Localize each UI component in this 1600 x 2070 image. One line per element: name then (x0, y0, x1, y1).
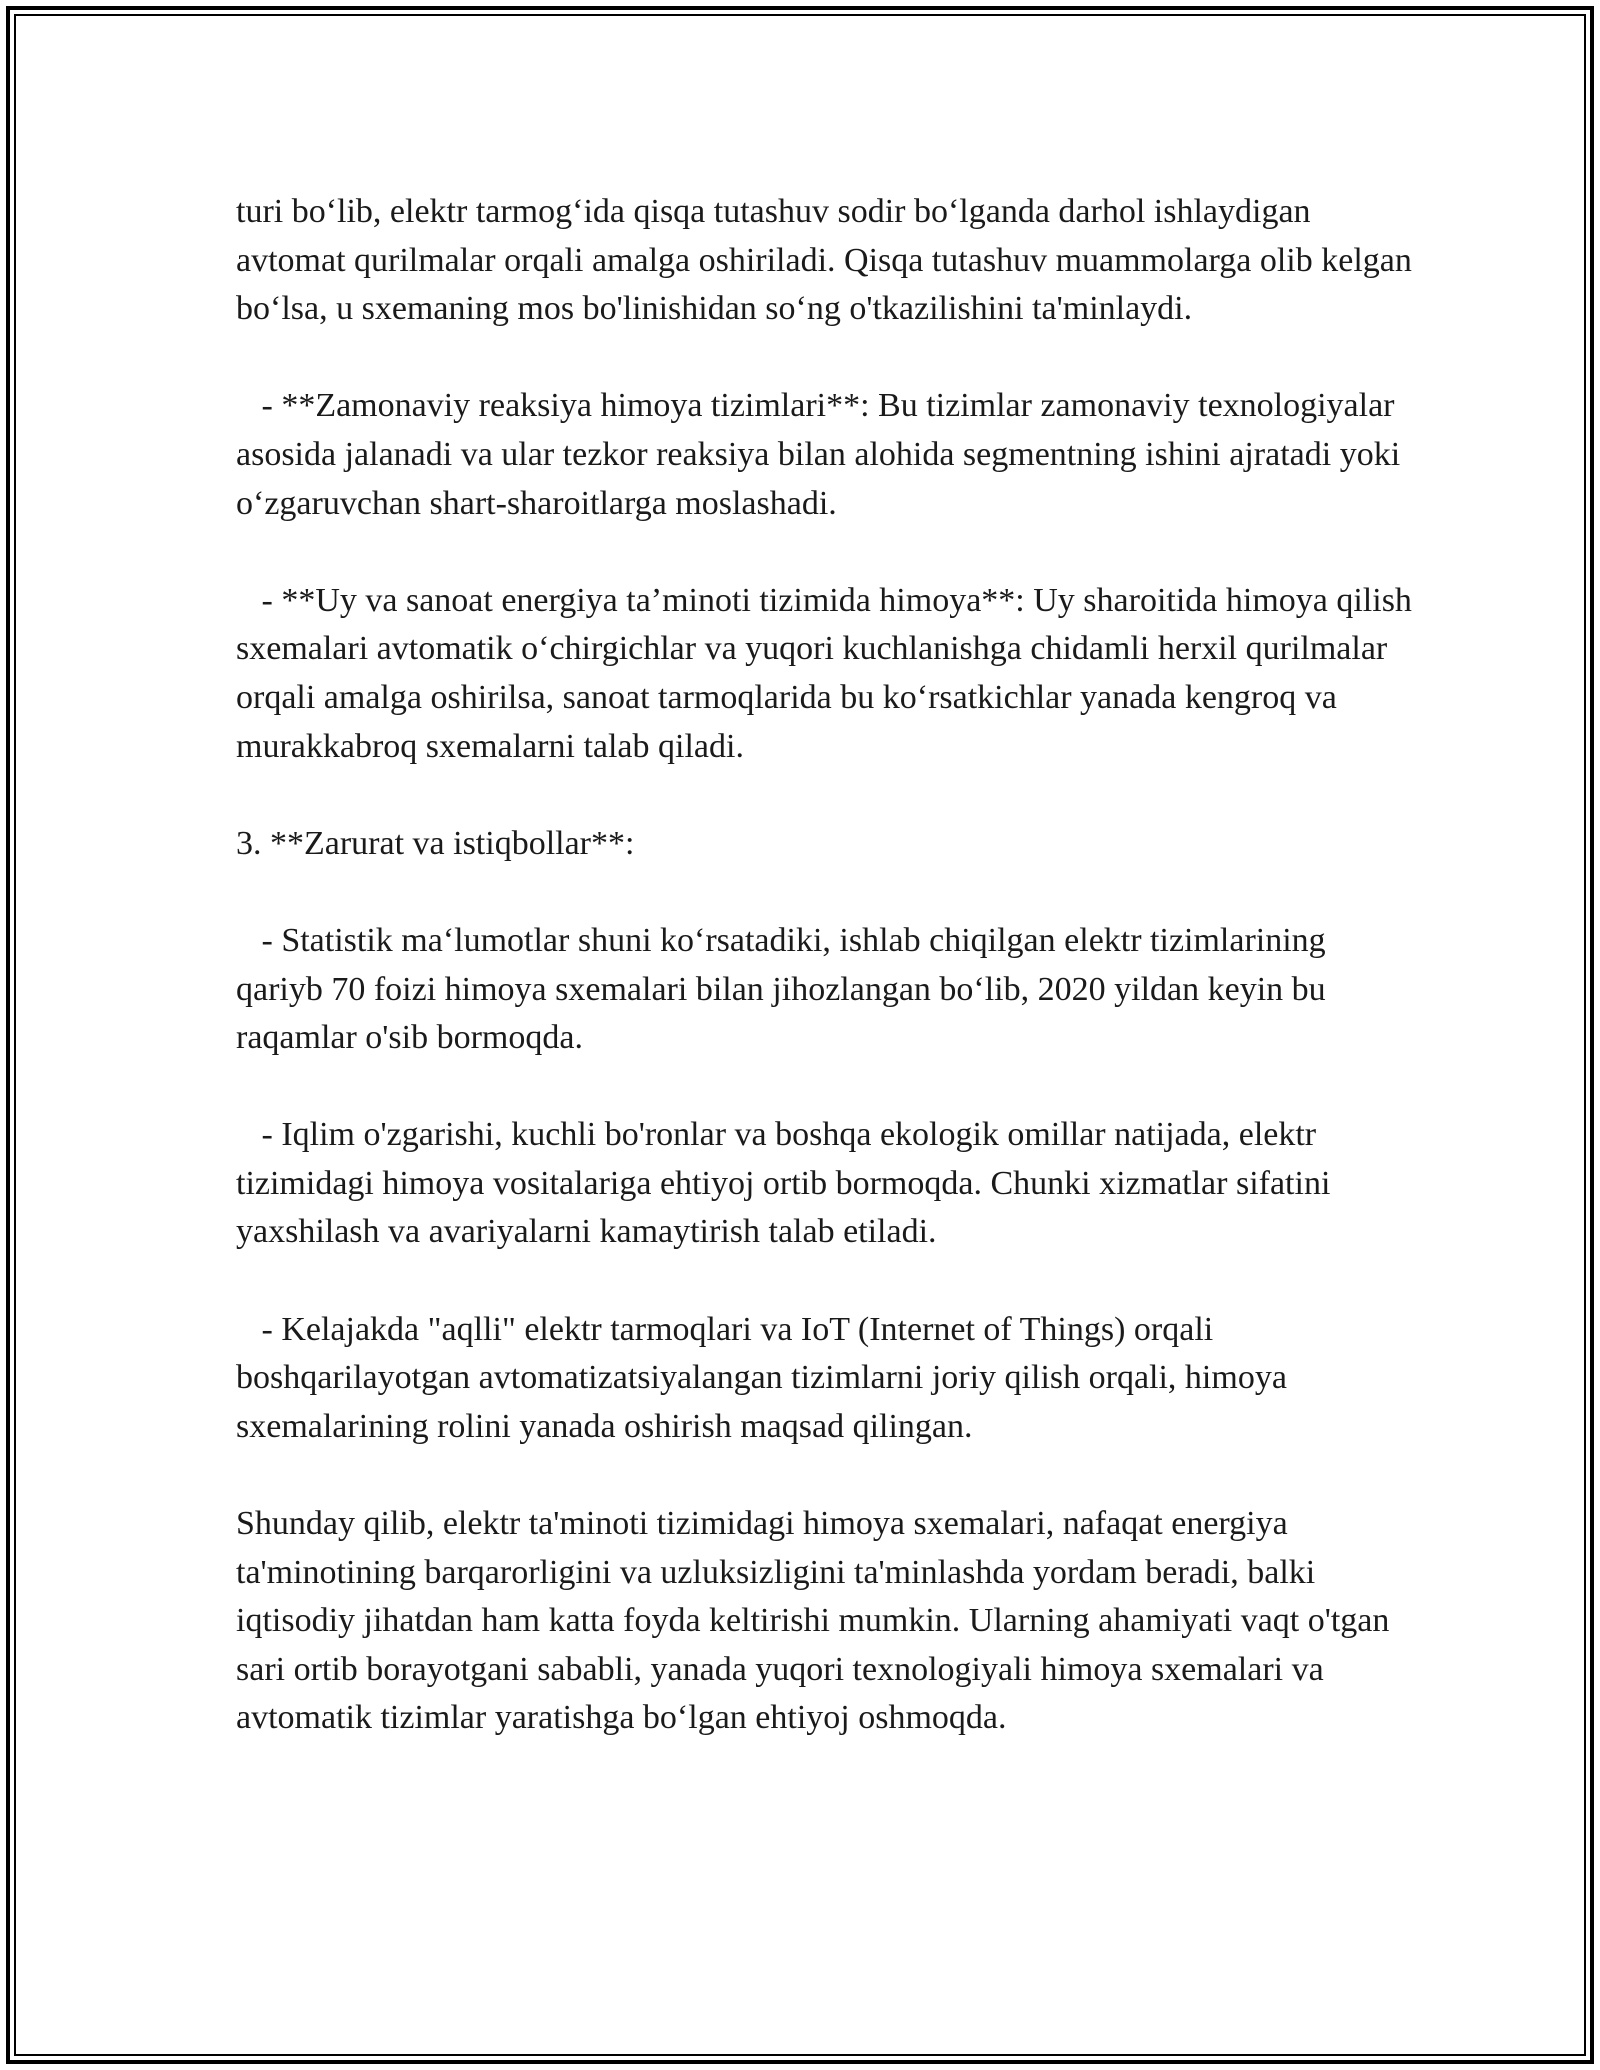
bullet-paragraph: - **Uy va sanoat energiya ta’minoti tizimida himoya**: Uy sharoitida himoya qilish sxemalari avtomatik o‘chirgichlar va yuqori kuchlanishga chidamli herxil qurilmalar orqali amalga oshirilsa, sanoat tarmoqlarida bu ko‘rsatkichlar yanada kengroq va murakkabroq sxemalarni talab qiladi. (236, 581, 1421, 765)
bullet-paragraph: - Kelajakda "aqlli" elektr tarmoqlari va IoT (Internet of Things) orqali boshqarilayotgan avtomatizatsiyalangan tizimlarni joriy qilish orqali, himoya sxemalarining rolini yanada oshirish maqsad qilingan. (236, 1310, 1296, 1445)
document-body (236, 188, 1421, 1743)
bullet-paragraph: - **Zamonaviy reaksiya himoya tizimlari**: Bu tizimlar zamonaviy texnologiyalar asosida jalanadi va ular tezkor reaksiya bilan alohida segmentning ishini ajratadi yoki o‘zgaruvchan shart-sharoitlarga moslashadi. (236, 387, 1409, 522)
bullet-paragraph: - Statistik ma‘lumotlar shuni ko‘rsatadiki, ishlab chiqilgan elektr tizimlarining qariyb 70 foizi himoya sxemalari bilan jihozlangan bo‘lib, 2020 yildan keyin bu raqamlar o'sib bormoqda. (236, 921, 1335, 1057)
bullet-paragraph: - Iqlim o'zgarishi, kuchli bo'ronlar va boshqa ekologik omillar natijada, elektr tizimidagi himoya vositalariga ehtiyoj ortib bormoqda. Chunki xizmatlar sifatini yaxshilash va avariyalarni kamaytirish talab etiladi. (236, 1116, 1339, 1251)
paragraph: turi bo‘lib, elektr tarmog‘ida qisqa tutashuv sodir bo‘lganda darhol ishlaydigan avtomat qurilmalar orqali amalga oshiriladi. Qisqa tutashuv muammolarga olib kelgan bo‘lsa, u sxemaning mos bo'linishidan so‘ng o'tkazilishini ta'minlaydi. (236, 193, 1421, 328)
conclusion-paragraph: Shunday qilib, elektr ta'minoti tizimidagi himoya sxemalari, nafaqat energiya ta'minotining barqarorligini va uzluksizligini ta'minlashda yordam beradi, balki iqtisodiy jihatdan ham katta foyda keltirishi mumkin. Ularning ahamiyati vaqt o'tgan sari ortib borayotgani sababli, yanada yuqori texnologiyali himoya sxemalari va avtomatik tizimlar yaratishga bo‘lgan ehtiyoj oshmoqda. (236, 1505, 1398, 1737)
section-heading: 3. **Zarurat va istiqbollar**: (236, 824, 635, 862)
